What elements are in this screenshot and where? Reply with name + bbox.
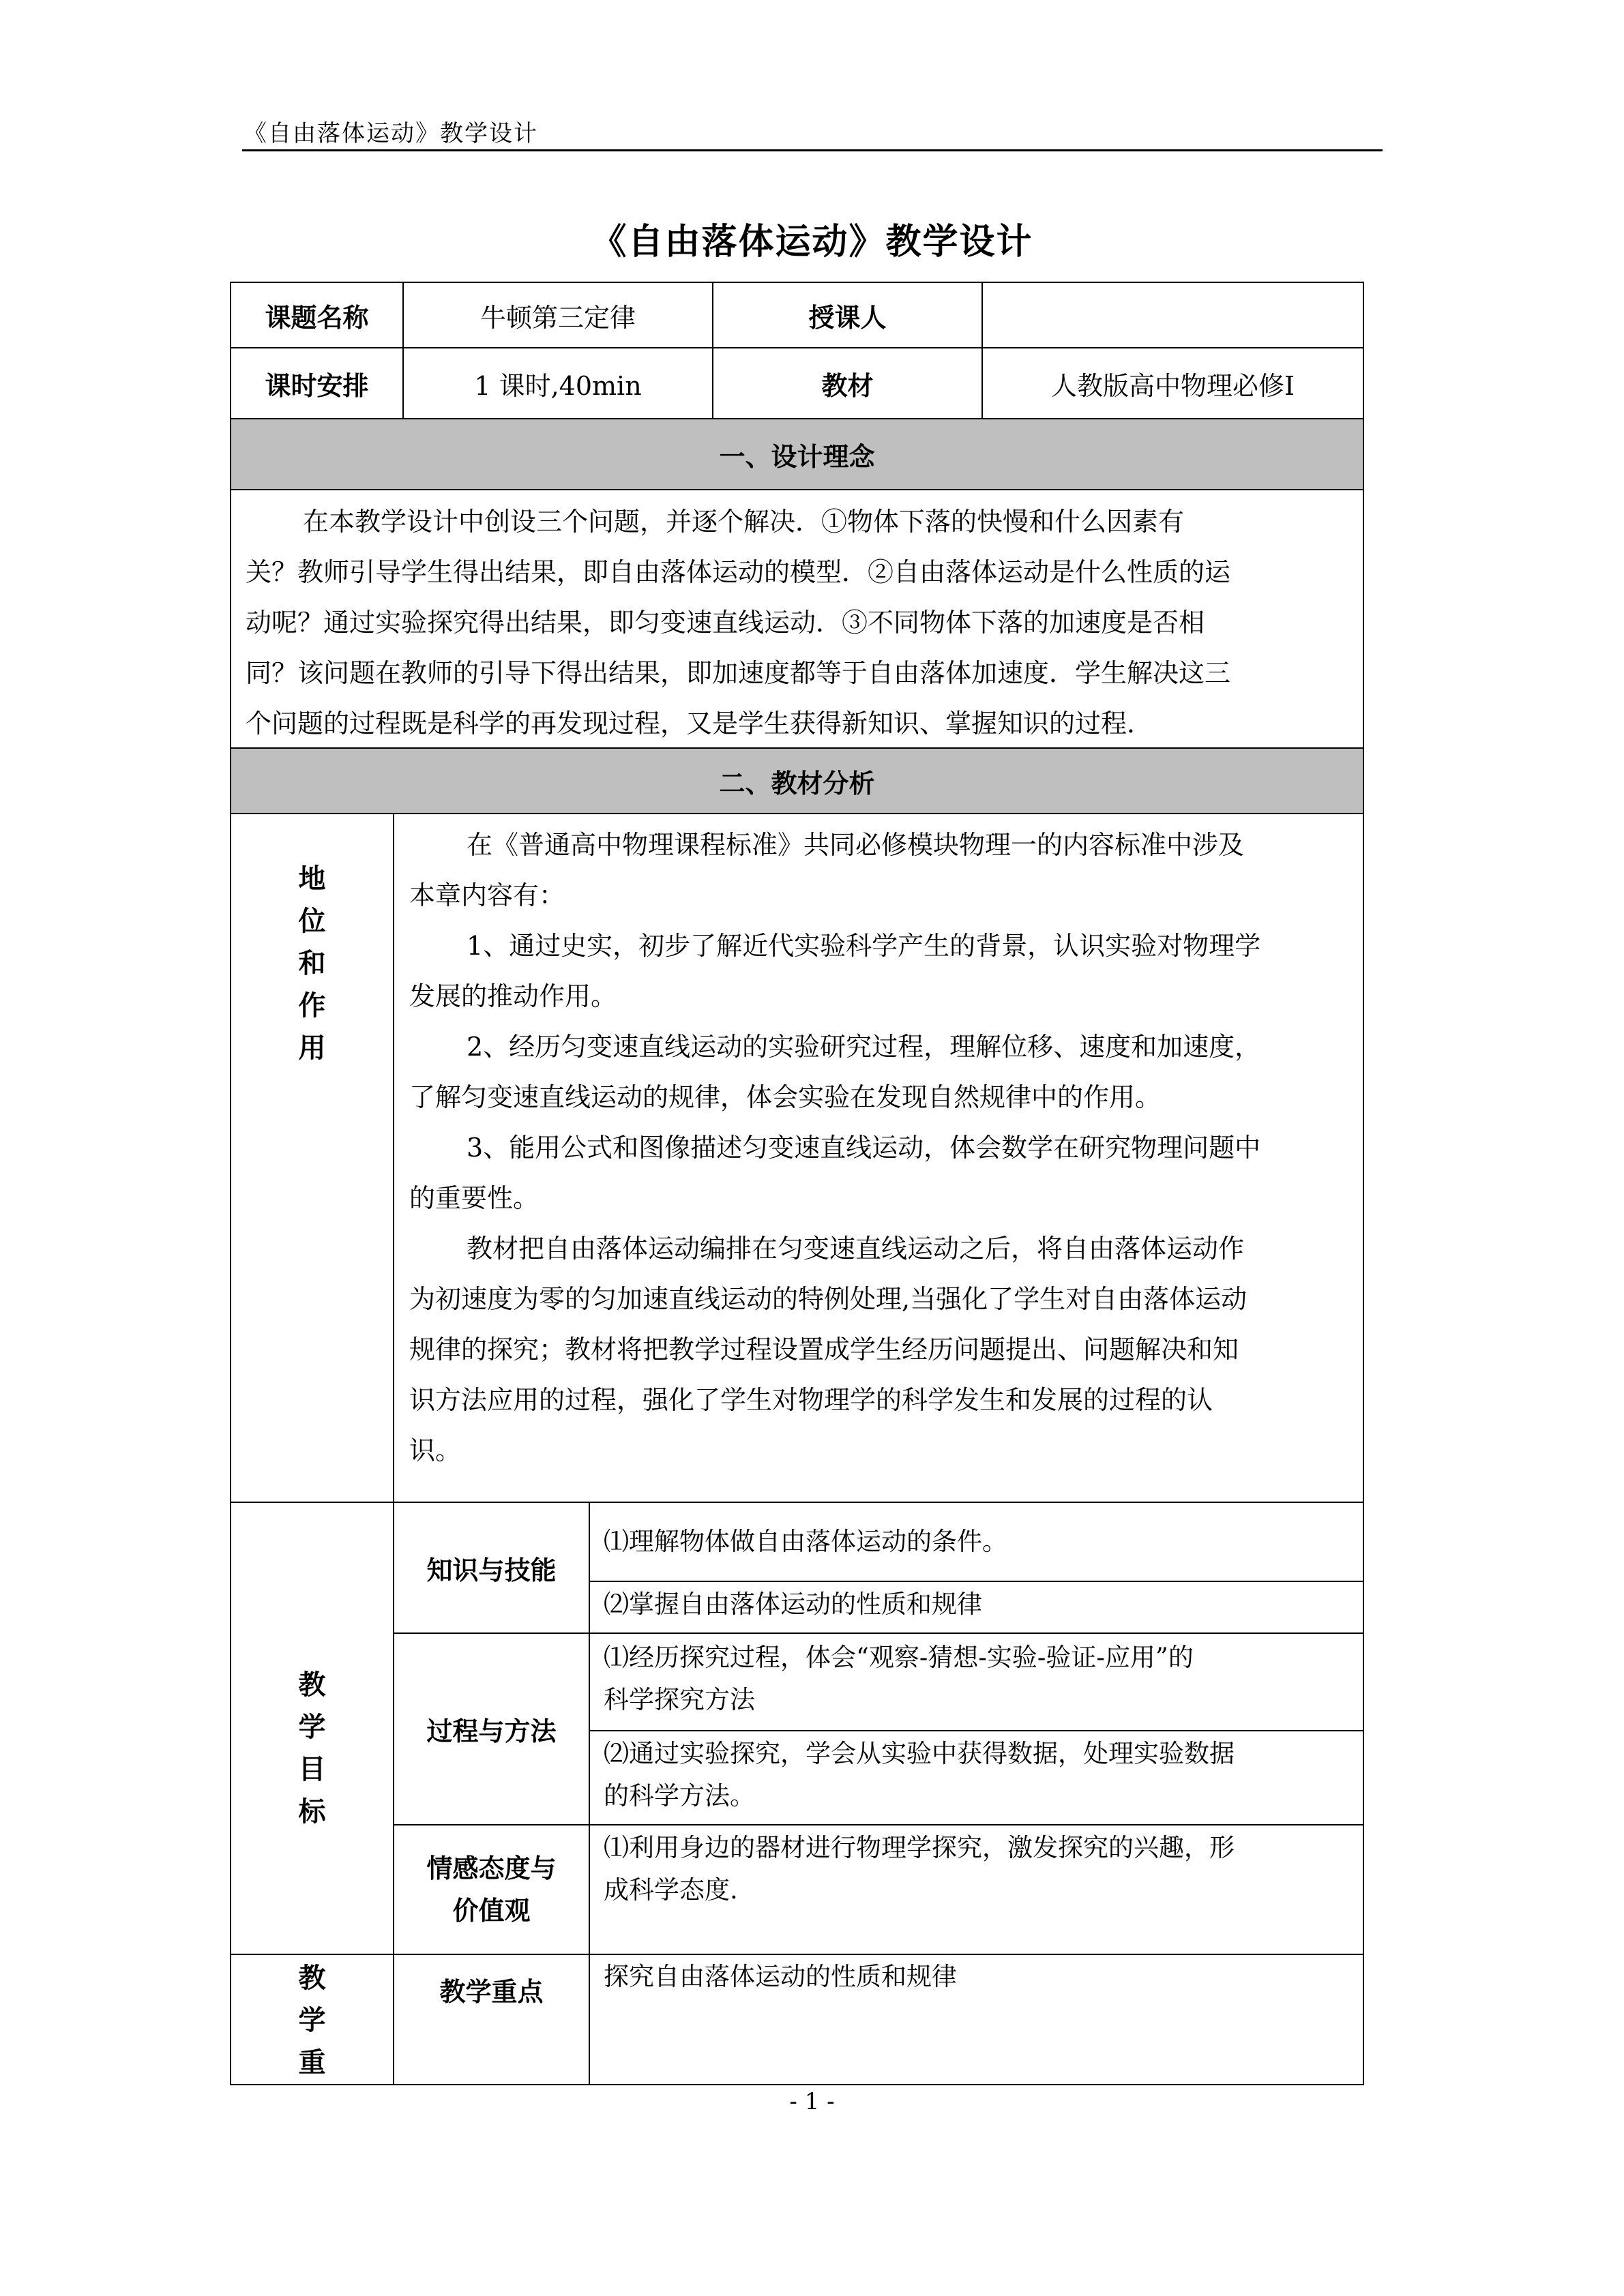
role-text [409, 820, 1354, 1476]
textbook-label: 教材 [821, 370, 874, 401]
key-point-value: 探究自由落体运动的性质和规律 [604, 1962, 957, 1991]
role-label: 地 位 和 作 用 [298, 863, 326, 1064]
concept-line: 动呢？通过实验探究得出结果，即匀变速直线运动．③不同物体下落的加速度是否相 [246, 608, 1205, 638]
topic-value: 牛顿第三定律 [479, 302, 636, 333]
concept-line: 个问题的过程既是科学的再发现过程，又是学生获得新知识、掌握知识的过程． [246, 709, 1153, 739]
role-line: 本章内容有： [409, 880, 565, 910]
role-line: 教材把自由落体运动编排在匀变速直线运动之后，将自由落体运动作 [467, 1234, 1245, 1264]
knowledge-goal-2: ⑵掌握自由落体运动的性质和规律 [604, 1590, 982, 1619]
time-value: 1 课时,40min [474, 370, 642, 401]
keypoints-label: 教 学 重 [298, 1963, 326, 2078]
role-line: 为初速度为零的匀加速直线运动的特例处理,当强化了学生对自由落体运动 [409, 1284, 1247, 1314]
concept-line: 同？该问题在教师的引导下得出结果，即加速度都等于自由落体加速度．学生解决这三 [246, 658, 1231, 688]
row-divider [230, 813, 1364, 814]
running-header: 《自由落体运动》教学设计 [243, 120, 538, 147]
process-goal-1: ⑴经历探究过程，体会“观察-猜想-实验-验证-应用”的 科学探究方法 [604, 1643, 1194, 1714]
emotion-goal-1: ⑴利用身边的器材进行物理学探究，激发探究的兴趣，形 成科学态度. [604, 1833, 1235, 1905]
page-title: 《自由落体运动》教学设计 [591, 222, 1033, 263]
textbook-value: 人教版高中物理必修Ⅰ [1050, 370, 1295, 401]
page-number: - 1 - [789, 2088, 835, 2115]
process-goal-2: ⑵通过实验探究，学会从实验中获得数据，处理实验数据 的科学方法。 [604, 1739, 1235, 1810]
goals-label: 教 学 目 标 [298, 1669, 326, 1828]
row-divider [230, 1954, 1364, 1955]
role-line: 的重要性。 [409, 1183, 540, 1213]
concept-line: 关？教师引导学生得出结果，即自由落体运动的模型．②自由落体运动是什么性质的运 [246, 557, 1231, 587]
emotion-values-label: 情感态度与 价值观 [426, 1853, 557, 1926]
knowledge-goal-1: ⑴理解物体做自由落体运动的条件。 [604, 1527, 1007, 1556]
process-method-label: 过程与方法 [426, 1716, 557, 1746]
role-line: 2、经历匀变速直线运动的实验研究过程，理解位移、速度和加速度， [467, 1032, 1261, 1062]
topic-label: 课题名称 [265, 302, 369, 333]
role-line: 识方法应用的过程，强化了学生对物理学的科学发生和发展的过程的认 [409, 1385, 1213, 1415]
row-divider [230, 489, 1364, 490]
role-line: 识。 [409, 1435, 462, 1465]
key-point-label: 教学重点 [439, 1977, 544, 2007]
header-rule [242, 149, 1383, 151]
role-line: 在《普通高中物理课程标准》共同必修模块物理一的内容标准中涉及 [467, 830, 1245, 860]
time-label: 课时安排 [265, 370, 369, 401]
role-line: 发展的推动作用。 [409, 981, 617, 1011]
row-divider [589, 1581, 1364, 1582]
role-line: 3、能用公式和图像描述匀变速直线运动，体会数学在研究物理问题中 [467, 1133, 1261, 1163]
knowledge-skills-label: 知识与技能 [426, 1555, 557, 1585]
design-concept-text [246, 496, 1350, 749]
concept-line: 在本教学设计中创设三个问题，并逐个解决．①物体下落的快慢和什么因素有 [303, 507, 1185, 537]
teacher-label: 授课人 [808, 302, 887, 333]
section-design-concept-heading: 一、设计理念 [231, 419, 1363, 489]
teacher-value [983, 283, 1363, 347]
role-line: 1、通过史实，初步了解近代实验科学产生的背景，认识实验对物理学 [467, 931, 1261, 961]
role-line: 规律的探究；教材将把教学过程设置成学生经历问题提出、问题解决和知 [409, 1335, 1239, 1365]
section-textbook-analysis-heading: 二、教材分析 [231, 749, 1363, 813]
role-line: 了解匀变速直线运动的规律，体会实验在发现自然规律中的作用。 [409, 1082, 1162, 1112]
row-divider [589, 1730, 1364, 1731]
